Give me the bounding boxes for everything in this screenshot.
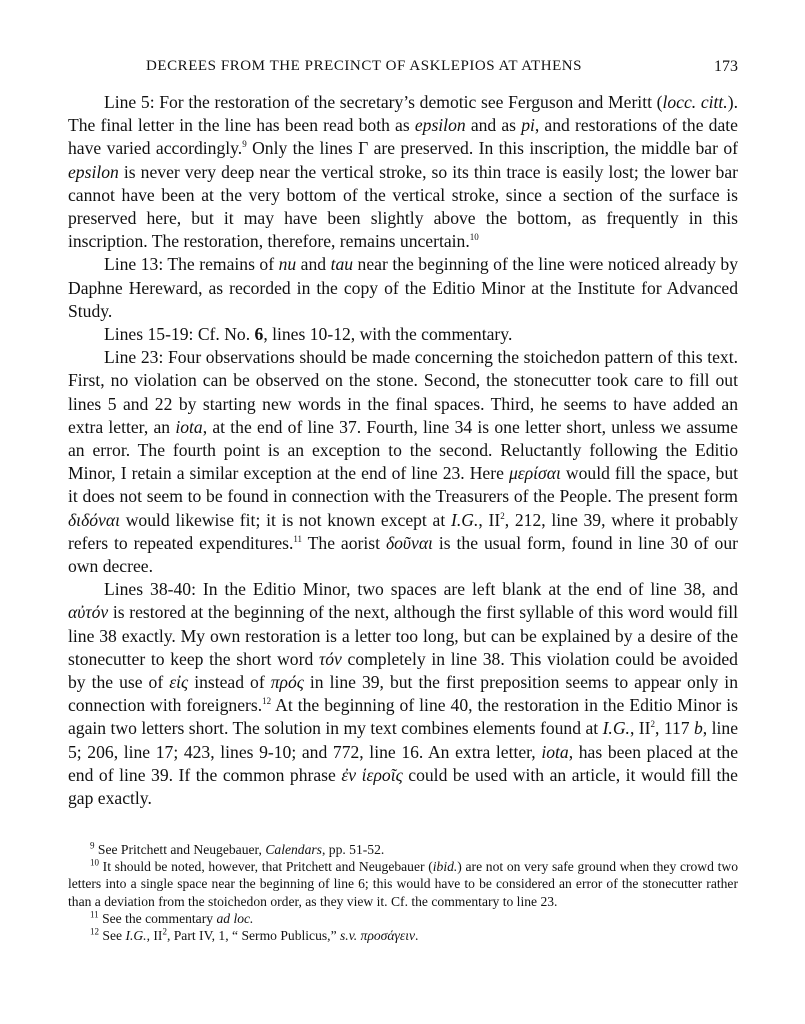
page-header: [68, 58, 738, 80]
greek-word: τόν: [318, 648, 342, 669]
footnote-12: [68, 927, 738, 944]
greek-word: πρός: [270, 672, 304, 693]
text: See: [99, 928, 126, 944]
italic-text: pi: [521, 115, 535, 136]
italic-text: nu: [278, 254, 297, 275]
greek-word: αὐτόν: [68, 602, 109, 623]
text: It should be noted, however, that Pritchett and Neugebauer (: [99, 859, 433, 875]
text: ). The final letter in the line has been read both as: [68, 92, 738, 136]
body-text: [68, 91, 738, 810]
italic-text: I.G.: [450, 509, 479, 530]
text: Lines 15-19: Cf. No.: [104, 324, 255, 345]
text: ) are not on very safe ground when they crowd two letters into a single space near the beginning of line 6; this would have to be considered an error of the stonecutter rather than a deviation from the stoichedon order, as they view it. Cf. the commentary to line 23.: [68, 859, 738, 909]
text: See Pritchett and Neugebauer,: [94, 842, 266, 857]
text: , line 5; 206, line 17; 423, lines 9-10; and 772, line 16. An extra letter,: [68, 718, 739, 762]
text: and as: [465, 115, 522, 136]
page-number: 173: [714, 58, 738, 75]
greek-word: προσάγειν: [360, 928, 416, 944]
greek-word: ἐν ἱεροῖς: [341, 764, 403, 785]
text: would likewise fit; it is not known except at: [119, 509, 451, 530]
text: could be used with an article, it would fill the gap exactly.: [68, 764, 738, 809]
italic-text: epsilon: [68, 161, 119, 182]
text: Line 5: For the restoration of the secretary’s demotic see Ferguson and Meritt (: [104, 92, 663, 112]
italic-text: ibid.: [432, 859, 458, 875]
text: See the commentary: [98, 910, 217, 926]
text: is restored at the beginning of the next, although the first syllable of this word would fill line 38 exactly. My own restoration is a letter too long, but can be explained by a desire of the stonecutter to keep the short word: [68, 602, 738, 669]
italic-text: iota: [175, 416, 203, 437]
italic-text: s.v.: [340, 928, 358, 944]
paragraph-line-5: [68, 91, 738, 253]
greek-word: μερίσαι: [508, 463, 561, 484]
text: , II: [478, 509, 501, 530]
text: instead of: [188, 672, 271, 693]
text: , lines 10-12, with the commentary.: [263, 324, 513, 345]
italic-text: ad loc.: [216, 910, 254, 926]
text: Only the lines Γ are preserved. In this inscription, the middle bar of: [246, 138, 738, 159]
italic-text: I.G.: [125, 928, 147, 944]
text: near the beginning of the line were noticed already by Daphne Hereward, as recorded in the copy of the Editio Minor at the Institute for Advanced Study.: [68, 254, 738, 321]
footnote-10: [68, 858, 738, 910]
text: Lines 38-40: In the Editio Minor, two spaces are left blank at the end of line 38, and: [104, 579, 738, 600]
footnotes: [68, 841, 738, 944]
running-head: DECREES FROM THE PRECINCT OF ASKLEPIOS AT ATHENS: [146, 58, 583, 74]
text: is the usual form, found in line 30 of our own decree.: [68, 532, 738, 577]
text: Line 23: Four observations should be made concerning the stoichedon pattern of this text. First, no violation can be observed on the stone. Second, the stonecutter took care to fill out lines 5 and 22 by starting new words in the final spaces. Third, he seems to have added an extra letter, an: [68, 347, 738, 437]
footnote-11: [68, 910, 738, 927]
text: At the beginning of line 40, the restoration in the Editio Minor is again two letters short. The solution in my text combines elements found at: [68, 695, 738, 739]
text: completely in line 38. This violation could be avoided by the use of: [68, 648, 738, 693]
greek-word: δοῦναι: [385, 532, 433, 553]
text: would fill the space, but it does not seem to be found in connection with the Treasurers of the People. The present form: [68, 463, 738, 507]
text: , has been placed at the end of line 39. If the common phrase: [68, 741, 739, 785]
text: , pp. 51-52.: [321, 842, 385, 857]
paragraph-lines-15-19: [68, 323, 738, 346]
italic-text: iota: [541, 741, 569, 762]
italic-text: epsilon: [414, 115, 466, 136]
text: , 212, line 39, where it probably refers to repeated expenditures.: [68, 509, 738, 553]
text: .: [415, 928, 419, 944]
footnote-ref-10: 10: [469, 232, 479, 243]
text: The aorist: [302, 532, 386, 553]
text: , and restorations of the date have varied accordingly.: [68, 115, 738, 159]
italic-text: I.G.: [602, 718, 630, 739]
superscript: 2: [500, 510, 505, 521]
text: Line 13: The remains of: [104, 254, 279, 275]
text: , II: [629, 718, 651, 739]
greek-word: διδόναι: [68, 509, 120, 530]
footnote-9: [68, 841, 738, 858]
text: , at the end of line 37. Fourth, line 34 is one letter short, unless we assume an error. The fourth point is an exception to the second. Reluctantly following the Editio Minor, I retain a similar exception at the end of line 23. Here: [68, 416, 738, 484]
italic-text: locc. citt.: [662, 92, 728, 112]
text: , Part IV, 1, “ Sermo Publicus,”: [166, 928, 341, 944]
superscript: 2: [650, 719, 655, 730]
text: is never very deep near the vertical stroke, so its thin trace is easily lost; the lower bar cannot have been at the very bottom of the vertical stroke, since a section of the surface is preserved here, but it may have been slightly above the bottom, as frequently in this inscription. The restoration, therefore, remains uncertain.: [68, 161, 738, 252]
footnote-ref-12: 12: [262, 696, 272, 707]
footnote-number: 11: [90, 909, 99, 920]
italic-text: Calendars: [265, 842, 322, 857]
italic-text: b: [694, 718, 703, 739]
footnote-number: 10: [90, 857, 99, 868]
paragraph-line-23: [68, 346, 738, 578]
footnote-number: 12: [90, 926, 99, 937]
text: , II: [146, 928, 163, 944]
superscript: 2: [162, 926, 167, 937]
text: in line 39, but the first preposition seems to appear only in connection with foreigners.: [68, 672, 738, 716]
paragraph-lines-38-40: [68, 578, 738, 810]
footnote-number: 9: [90, 840, 95, 851]
footnote-ref-11: 11: [293, 534, 303, 544]
text: , 117: [655, 718, 694, 739]
greek-word: εἰς: [169, 672, 189, 693]
text: and: [296, 254, 331, 275]
italic-text: tau: [330, 254, 354, 275]
footnote-ref-9: 9: [242, 139, 247, 150]
bold-text: 6: [254, 324, 264, 345]
paragraph-line-13: [68, 253, 738, 323]
